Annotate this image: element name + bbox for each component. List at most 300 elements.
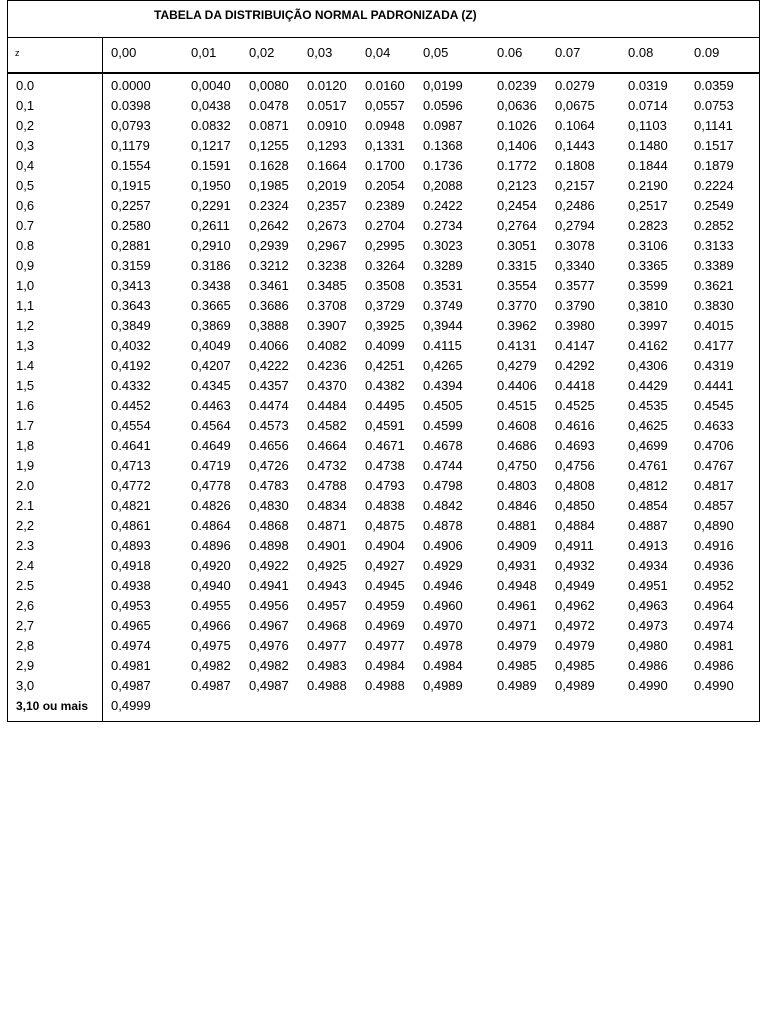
- probability-cell: 0.4906: [423, 538, 463, 553]
- z-value-cell: 0,9: [16, 258, 35, 273]
- probability-cell: 0,1179: [111, 138, 150, 153]
- probability-cell: 0,3869: [191, 318, 231, 333]
- table-row: [8, 656, 759, 676]
- probability-cell: 0.4960: [423, 598, 463, 613]
- probability-cell: 0,4884: [555, 518, 595, 533]
- table-row: [8, 156, 759, 176]
- column-header: 0,05: [423, 45, 449, 60]
- probability-cell: 0,3888: [249, 318, 289, 333]
- probability-cell: 0.3749: [423, 298, 463, 313]
- table-row: [8, 576, 759, 596]
- probability-cell: 0.3315: [497, 258, 537, 273]
- probability-cell: 0.0478: [249, 98, 289, 113]
- probability-cell: 0.3051: [497, 238, 537, 253]
- probability-cell: 0.4987: [191, 678, 231, 693]
- probability-cell: 0.4959: [365, 598, 405, 613]
- probability-cell: 0,4699: [628, 438, 668, 453]
- probability-cell: 0,4987: [249, 678, 289, 693]
- table-row: [8, 596, 759, 616]
- probability-cell: 0,1406: [497, 138, 537, 153]
- probability-cell: 0.4981: [111, 658, 151, 673]
- column-header: 0,04: [365, 45, 391, 60]
- probability-cell: 0.1064: [555, 118, 595, 133]
- probability-cell: 0.3438: [191, 278, 231, 293]
- probability-cell: 0.4515: [497, 398, 537, 413]
- probability-cell: 0.2704: [365, 218, 405, 233]
- z-value-cell: 0,1: [16, 98, 35, 113]
- table-row: [8, 236, 759, 256]
- probability-cell: 0.4846: [497, 498, 537, 513]
- table-row: [8, 136, 759, 156]
- probability-cell: 0.4319: [694, 358, 734, 373]
- probability-cell: 0.3643: [111, 298, 151, 313]
- probability-cell: 0.3264: [365, 258, 405, 273]
- probability-cell: 0.4984: [423, 658, 463, 673]
- table-row: [8, 336, 759, 356]
- z-value-cell: 2.0: [16, 478, 35, 493]
- probability-cell: 0.3554: [497, 278, 537, 293]
- probability-cell: 0.4881: [497, 518, 537, 533]
- probability-cell: 0.4131: [497, 338, 537, 353]
- probability-cell: 0.4967: [249, 618, 289, 633]
- table-row: [8, 196, 759, 216]
- probability-cell: 0,2611: [191, 218, 230, 233]
- probability-cell: 0.4838: [365, 498, 405, 513]
- probability-cell: 0,1331: [365, 138, 405, 153]
- z-value-cell: 1,5: [16, 378, 35, 393]
- probability-cell: 0,1217: [191, 138, 231, 153]
- probability-cell: 0.0987: [423, 118, 463, 133]
- probability-cell: 0.3212: [249, 258, 289, 273]
- probability-cell: 0.4767: [694, 458, 734, 473]
- z-value-cell: 2,2: [16, 518, 35, 533]
- probability-cell: 0.0120: [307, 78, 347, 93]
- probability-cell: 0.3830: [694, 298, 734, 313]
- probability-cell: 0.4332: [111, 378, 151, 393]
- probability-cell: 0,4625: [628, 418, 668, 433]
- probability-cell: 0.4535: [628, 398, 668, 413]
- table-row: [8, 516, 759, 536]
- table-row: [8, 496, 759, 516]
- probability-cell: 0,3925: [365, 318, 405, 333]
- probability-cell: 0.2549: [694, 198, 734, 213]
- probability-cell: 0,4032: [111, 338, 151, 353]
- probability-cell: 0,4726: [249, 458, 289, 473]
- probability-cell: 0.0832: [191, 118, 231, 133]
- probability-cell: 0.4441: [694, 378, 734, 393]
- probability-cell: 0.0398: [111, 98, 151, 113]
- probability-cell: 0.4955: [191, 598, 231, 613]
- z-value-cell: 2,8: [16, 638, 35, 653]
- probability-cell: 0.4969: [365, 618, 405, 633]
- z-value-cell: 0,3: [16, 138, 35, 153]
- probability-cell: 0,2517: [628, 198, 668, 213]
- probability-cell: 0.3621: [694, 278, 734, 293]
- probability-cell: 0,4772: [111, 478, 151, 493]
- probability-cell: 0.3997: [628, 318, 668, 333]
- probability-cell: 0.3159: [111, 258, 151, 273]
- probability-cell: 0.2422: [423, 198, 463, 213]
- z-value-cell: 2.5: [16, 578, 35, 593]
- probability-cell: 0.4015: [694, 318, 734, 333]
- table-row: [8, 476, 759, 496]
- probability-cell: 0.2324: [249, 198, 289, 213]
- column-header: 0.08: [628, 45, 654, 60]
- probability-cell: 0.0160: [365, 78, 405, 93]
- probability-cell: 0.0910: [307, 118, 347, 133]
- probability-cell: 0.4429: [628, 378, 668, 393]
- probability-cell: 0.0871: [249, 118, 289, 133]
- probability-cell: 0,2486: [555, 198, 595, 213]
- probability-cell: 0.4946: [423, 578, 463, 593]
- column-header: 0,03: [307, 45, 333, 60]
- z-value-cell: 3,10 ou mais: [16, 699, 89, 713]
- probability-cell: 0.4948: [497, 578, 537, 593]
- probability-cell: 0.3289: [423, 258, 463, 273]
- probability-cell: 0.1700: [365, 158, 405, 173]
- probability-cell: 0,2910: [191, 238, 231, 253]
- probability-cell: 0.4564: [191, 418, 231, 433]
- probability-cell: 0,4920: [191, 558, 231, 573]
- probability-cell: 0.4868: [249, 518, 289, 533]
- probability-cell: 0.4686: [497, 438, 537, 453]
- probability-cell: 0,4251: [365, 358, 405, 373]
- probability-cell: 0.4678: [423, 438, 463, 453]
- probability-cell: 0.4985: [497, 658, 537, 673]
- normal-distribution-table: [7, 0, 760, 722]
- probability-cell: 0.4916: [694, 538, 734, 553]
- probability-cell: 0.1026: [497, 118, 537, 133]
- probability-cell: 0,3810: [628, 298, 668, 313]
- probability-cell: 0.3238: [307, 258, 347, 273]
- probability-cell: 0.4965: [111, 618, 151, 633]
- probability-cell: 0.3078: [555, 238, 595, 253]
- probability-cell: 0,4985: [555, 658, 595, 673]
- probability-cell: 0,4989: [555, 678, 595, 693]
- probability-cell: 0,4222: [249, 358, 289, 373]
- probability-cell: 0.0596: [423, 98, 463, 113]
- z-value-cell: 0,6: [16, 198, 35, 213]
- probability-cell: 0.4887: [628, 518, 668, 533]
- probability-cell: 0.4671: [365, 438, 405, 453]
- probability-cell: 0,3340: [555, 258, 595, 273]
- probability-cell: 0.4989: [497, 678, 537, 693]
- probability-cell: 0.4904: [365, 538, 405, 553]
- z-value-cell: 0,5: [16, 178, 35, 193]
- probability-cell: 0.4988: [365, 678, 405, 693]
- table-row: [8, 416, 759, 436]
- z-value-cell: 2,6: [16, 598, 35, 613]
- probability-cell: 0.4706: [694, 438, 734, 453]
- probability-cell: 0.2224: [694, 178, 734, 193]
- probability-cell: 0,2967: [307, 238, 347, 253]
- probability-cell: 0.4719: [191, 458, 231, 473]
- probability-cell: 0.0753: [694, 98, 734, 113]
- probability-cell: 0.4664: [307, 438, 347, 453]
- probability-cell: 0,4987: [111, 678, 151, 693]
- probability-cell: 0.4761: [628, 458, 668, 473]
- probability-cell: 0,3944: [423, 318, 463, 333]
- probability-cell: 0.4977: [307, 638, 347, 653]
- column-header: 0,02: [249, 45, 275, 60]
- probability-cell: 0,4980: [628, 638, 668, 653]
- column-header: 0,00: [111, 45, 137, 60]
- probability-cell: 0.4505: [423, 398, 463, 413]
- probability-cell: 0.3365: [628, 258, 668, 273]
- probability-cell: 0.4970: [423, 618, 463, 633]
- probability-cell: 0.4979: [497, 638, 537, 653]
- probability-cell: 0.4649: [191, 438, 231, 453]
- probability-cell: 0,2939: [249, 238, 289, 253]
- probability-cell: 0.4871: [307, 518, 347, 533]
- probability-cell: 0.4961: [497, 598, 537, 613]
- probability-cell: 0.4898: [249, 538, 289, 553]
- probability-cell: 0,0199: [423, 78, 463, 93]
- probability-cell: 0,0438: [191, 98, 231, 113]
- z-value-cell: 1.7: [16, 418, 35, 433]
- probability-cell: 0,4049: [191, 338, 231, 353]
- probability-cell: 0.4986: [694, 658, 734, 673]
- probability-cell: 0.4909: [497, 538, 537, 553]
- z-value-cell: 1,9: [16, 458, 35, 473]
- probability-cell: 0.4978: [423, 638, 463, 653]
- z-value-cell: 2.4: [16, 558, 35, 573]
- probability-cell: 0.4292: [555, 358, 595, 373]
- probability-cell: 0.4608: [497, 418, 537, 433]
- probability-cell: 0,4893: [111, 538, 151, 553]
- probability-cell: 0.4382: [365, 378, 405, 393]
- probability-cell: 0,2357: [307, 198, 347, 213]
- probability-cell: 0.3133: [694, 238, 734, 253]
- probability-cell: 0.0714: [628, 98, 668, 113]
- z-value-cell: 0,4: [16, 158, 35, 173]
- table-row: [8, 216, 759, 236]
- probability-cell: 0,4808: [555, 478, 595, 493]
- probability-cell: 0.4986: [628, 658, 668, 673]
- probability-cell: 0.4936: [694, 558, 734, 573]
- probability-cell: 0.1591: [191, 158, 231, 173]
- probability-cell: 0,0636: [497, 98, 537, 113]
- probability-cell: 0,3729: [365, 298, 405, 313]
- probability-cell: 0.4793: [365, 478, 405, 493]
- table-body: [8, 76, 759, 716]
- table-row: [8, 396, 759, 416]
- probability-cell: 0,4940: [191, 578, 231, 593]
- column-header: 0.06: [497, 45, 523, 60]
- probability-cell: 0.1664: [307, 158, 347, 173]
- probability-cell: 0.4968: [307, 618, 347, 633]
- probability-cell: 0.4370: [307, 378, 347, 393]
- probability-cell: 0.4938: [111, 578, 151, 593]
- probability-cell: 0,2794: [555, 218, 595, 233]
- z-value-cell: 1,1: [16, 298, 35, 313]
- probability-cell: 0,4192: [111, 358, 151, 373]
- z-value-cell: 1,3: [16, 338, 35, 353]
- probability-cell: 0,4890: [694, 518, 734, 533]
- probability-cell: 0,4972: [555, 618, 595, 633]
- probability-cell: 0.2852: [694, 218, 734, 233]
- z-value-cell: 1,8: [16, 438, 35, 453]
- probability-cell: 0.4952: [694, 578, 734, 593]
- table-row: [8, 696, 759, 716]
- z-value-cell: 0.0: [16, 78, 35, 93]
- probability-cell: 0.4971: [497, 618, 537, 633]
- probability-cell: 0,2995: [365, 238, 405, 253]
- probability-cell: 0,2157: [555, 178, 595, 193]
- probability-cell: 0.3461: [249, 278, 289, 293]
- table-row: [8, 436, 759, 456]
- table-row: [8, 556, 759, 576]
- probability-cell: 0,4265: [423, 358, 463, 373]
- probability-cell: 0.2823: [628, 218, 668, 233]
- probability-cell: 0.4864: [191, 518, 231, 533]
- probability-cell: 0,4821: [111, 498, 151, 513]
- probability-cell: 0,4976: [249, 638, 289, 653]
- z-value-cell: 0,2: [16, 118, 35, 133]
- table-row: [8, 256, 759, 276]
- probability-cell: 0,0080: [249, 78, 289, 93]
- z-value-cell: 2,9: [16, 658, 35, 673]
- probability-cell: 0,3413: [111, 278, 151, 293]
- probability-cell: 0.4878: [423, 518, 463, 533]
- probability-cell: 0.4783: [249, 478, 289, 493]
- table-row: [8, 636, 759, 656]
- probability-cell: 0.4857: [694, 498, 734, 513]
- table-row: [8, 176, 759, 196]
- probability-cell: 0.4582: [307, 418, 347, 433]
- probability-cell: 0.4981: [694, 638, 734, 653]
- z-value-cell: 1,2: [16, 318, 35, 333]
- probability-cell: 0.2734: [423, 218, 463, 233]
- probability-cell: 0,4999: [111, 698, 151, 713]
- probability-cell: 0,4975: [191, 638, 231, 653]
- probability-cell: 0.4162: [628, 338, 668, 353]
- probability-cell: 0.4901: [307, 538, 347, 553]
- probability-cell: 0,1141: [694, 118, 733, 133]
- probability-cell: 0,1950: [191, 178, 231, 193]
- z-value-cell: 0.8: [16, 238, 35, 253]
- probability-cell: 0.4082: [307, 338, 347, 353]
- probability-cell: 0.4633: [694, 418, 734, 433]
- probability-cell: 0.4115: [423, 338, 462, 353]
- probability-cell: 0,4591: [365, 418, 405, 433]
- probability-cell: 0.4099: [365, 338, 405, 353]
- z-value-cell: 1.6: [16, 398, 35, 413]
- probability-cell: 0.0239: [497, 78, 537, 93]
- probability-cell: 0.2190: [628, 178, 668, 193]
- probability-cell: 0.4525: [555, 398, 595, 413]
- probability-cell: 0.4951: [628, 578, 668, 593]
- probability-cell: 0,4812: [628, 478, 668, 493]
- probability-cell: 0.4983: [307, 658, 347, 673]
- probability-cell: 0.0000: [111, 78, 151, 93]
- probability-cell: 0.4913: [628, 538, 668, 553]
- probability-cell: 0.4484: [307, 398, 347, 413]
- probability-cell: 0.1879: [694, 158, 734, 173]
- table-row: [8, 356, 759, 376]
- probability-cell: 0.4616: [555, 418, 595, 433]
- probability-cell: 0,4207: [191, 358, 231, 373]
- probability-cell: 0.4956: [249, 598, 289, 613]
- z-column-header: z: [15, 48, 20, 58]
- probability-cell: 0.4817: [694, 478, 734, 493]
- probability-cell: 0.4854: [628, 498, 668, 513]
- probability-cell: 0.4842: [423, 498, 463, 513]
- probability-cell: 0,4989: [423, 678, 463, 693]
- probability-cell: 0.1554: [111, 158, 151, 173]
- table-title: TABELA DA DISTRIBUIÇÃO NORMAL PADRONIZADA (Z): [154, 8, 477, 22]
- probability-cell: 0,1103: [628, 118, 667, 133]
- table-row: [8, 616, 759, 636]
- probability-cell: 0.1368: [423, 138, 463, 153]
- probability-cell: 0.0359: [694, 78, 734, 93]
- probability-cell: 0,4931: [497, 558, 537, 573]
- probability-cell: 0,2257: [111, 198, 151, 213]
- probability-cell: 0.4177: [694, 338, 734, 353]
- table-row: [8, 316, 759, 336]
- probability-cell: 0.4988: [307, 678, 347, 693]
- probability-cell: 0.4394: [423, 378, 463, 393]
- probability-cell: 0,4750: [497, 458, 537, 473]
- probability-cell: 0.1517: [694, 138, 734, 153]
- z-value-cell: 2.3: [16, 538, 35, 553]
- probability-cell: 0.0517: [307, 98, 347, 113]
- probability-cell: 0,4918: [111, 558, 151, 573]
- probability-cell: 0.4545: [694, 398, 734, 413]
- probability-cell: 0.4974: [694, 618, 734, 633]
- probability-cell: 0.3907: [307, 318, 347, 333]
- probability-cell: 0.4979: [555, 638, 595, 653]
- probability-cell: 0,4962: [555, 598, 595, 613]
- probability-cell: 0,1293: [307, 138, 347, 153]
- probability-cell: 0.4929: [423, 558, 463, 573]
- probability-cell: 0,2881: [111, 238, 151, 253]
- probability-cell: 0.3389: [694, 258, 734, 273]
- probability-cell: 0,4982: [249, 658, 289, 673]
- probability-cell: 0,2764: [497, 218, 537, 233]
- probability-cell: 0,1915: [111, 178, 151, 193]
- probability-cell: 0.4788: [307, 478, 347, 493]
- probability-cell: 0.3577: [555, 278, 595, 293]
- probability-cell: 0.3106: [628, 238, 668, 253]
- probability-cell: 0,0675: [555, 98, 595, 113]
- probability-cell: 0,4875: [365, 518, 405, 533]
- probability-cell: 0.1480: [628, 138, 668, 153]
- probability-cell: 0.4147: [555, 338, 595, 353]
- probability-cell: 0,4927: [365, 558, 405, 573]
- probability-cell: 0,2642: [249, 218, 289, 233]
- probability-cell: 0.4406: [497, 378, 537, 393]
- probability-cell: 0.0948: [365, 118, 405, 133]
- probability-cell: 0.4896: [191, 538, 231, 553]
- probability-cell: 0.4641: [111, 438, 151, 453]
- probability-cell: 0.4236: [307, 358, 347, 373]
- table-row: [8, 536, 759, 556]
- probability-cell: 0.0279: [555, 78, 595, 93]
- table-row: [8, 276, 759, 296]
- probability-cell: 0.2580: [111, 218, 151, 233]
- probability-cell: 0.4463: [191, 398, 231, 413]
- probability-cell: 0.3708: [307, 298, 347, 313]
- table-row: [8, 296, 759, 316]
- probability-cell: 0.4744: [423, 458, 463, 473]
- table-row: [8, 376, 759, 396]
- table-row: [8, 676, 759, 696]
- probability-cell: 0,4911: [555, 538, 594, 553]
- z-value-cell: 2,7: [16, 618, 35, 633]
- probability-cell: 0.4973: [628, 618, 668, 633]
- z-value-cell: 3,0: [16, 678, 35, 693]
